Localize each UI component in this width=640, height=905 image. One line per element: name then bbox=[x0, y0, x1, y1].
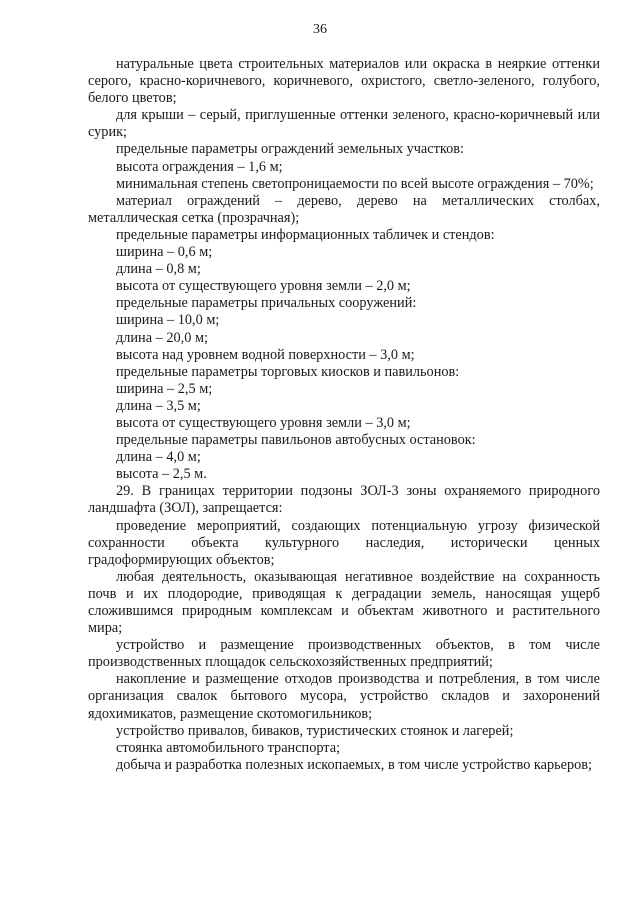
paragraph: ширина – 0,6 м; bbox=[116, 244, 213, 261]
paragraph: стоянка автомобильного транспорта; bbox=[116, 739, 341, 756]
paragraph: добыча и разработка полезных ископаемых, в том числе устройство карьеров; bbox=[116, 756, 593, 773]
paragraph: высота ограждения – 1,6 м; bbox=[116, 158, 283, 175]
paragraph: предельные параметры информационных табличек и стендов: bbox=[116, 226, 495, 243]
paragraph: натуральные цвета строительных материалов или окраска в неяркие оттенки серого, красно-коричневого, коричневого, охристого, светло-зеленого, голубого, белого цветов; bbox=[88, 56, 600, 107]
document-body bbox=[88, 56, 600, 774]
paragraph: ширина – 10,0 м; bbox=[116, 312, 220, 329]
paragraph: устройство и размещение производственных объектов, в том числе производственных площадок сельскохозяйственных предприятий; bbox=[88, 637, 600, 671]
paragraph: высота от существующего уровня земли – 2,0 м; bbox=[116, 278, 411, 295]
paragraph: проведение мероприятий, создающих потенциальную угрозу физической сохранности объекта культурного наследия, исторически ценных градоформирующих объектов; bbox=[88, 517, 600, 568]
paragraph: длина – 3,5 м; bbox=[116, 397, 201, 414]
paragraph: накопление и размещение отходов производства и потребления, в том числе организация свалок бытового мусора, устройство складов и захоронений ядохимикатов, размещение скотомогильников; bbox=[88, 671, 600, 722]
paragraph: высота – 2,5 м. bbox=[116, 466, 207, 483]
paragraph: предельные параметры павильонов автобусных остановок: bbox=[116, 432, 476, 449]
paragraph: длина – 0,8 м; bbox=[116, 261, 201, 278]
paragraph: предельные параметры ограждений земельных участков: bbox=[116, 141, 464, 158]
section-heading-paragraph: 29. В границах территории подзоны ЗОЛ-3 зоны охраняемого природного ландшафта (ЗОЛ), запрещается: bbox=[88, 483, 600, 517]
paragraph: длина – 20,0 м; bbox=[116, 329, 208, 346]
paragraph: высота над уровнем водной поверхности – 3,0 м; bbox=[116, 346, 415, 363]
paragraph: для крыши – серый, приглушенные оттенки зеленого, красно-коричневый или сурик; bbox=[88, 107, 600, 141]
paragraph: предельные параметры причальных сооружений: bbox=[116, 295, 417, 312]
paragraph: длина – 4,0 м; bbox=[116, 449, 201, 466]
page-number: 36 bbox=[313, 22, 327, 37]
paragraph: устройство привалов, биваков, туристических стоянок и лагерей; bbox=[116, 722, 514, 739]
paragraph: минимальная степень светопроницаемости по всей высоте ограждения – 70%; bbox=[116, 175, 594, 192]
paragraph: ширина – 2,5 м; bbox=[116, 380, 213, 397]
paragraph: материал ограждений – дерево, дерево на металлических столбах, металлическая сетка (прозрачная); bbox=[88, 192, 600, 226]
paragraph: высота от существующего уровня земли – 3,0 м; bbox=[116, 414, 411, 431]
paragraph: любая деятельность, оказывающая негативное воздействие на сохранность почв и их плодородие, приводящая к деградации земель, наносящая ущерб сложившимся природным комплексам и объектам животного и растительного мира; bbox=[88, 568, 600, 637]
paragraph: предельные параметры торговых киосков и павильонов: bbox=[116, 363, 460, 380]
